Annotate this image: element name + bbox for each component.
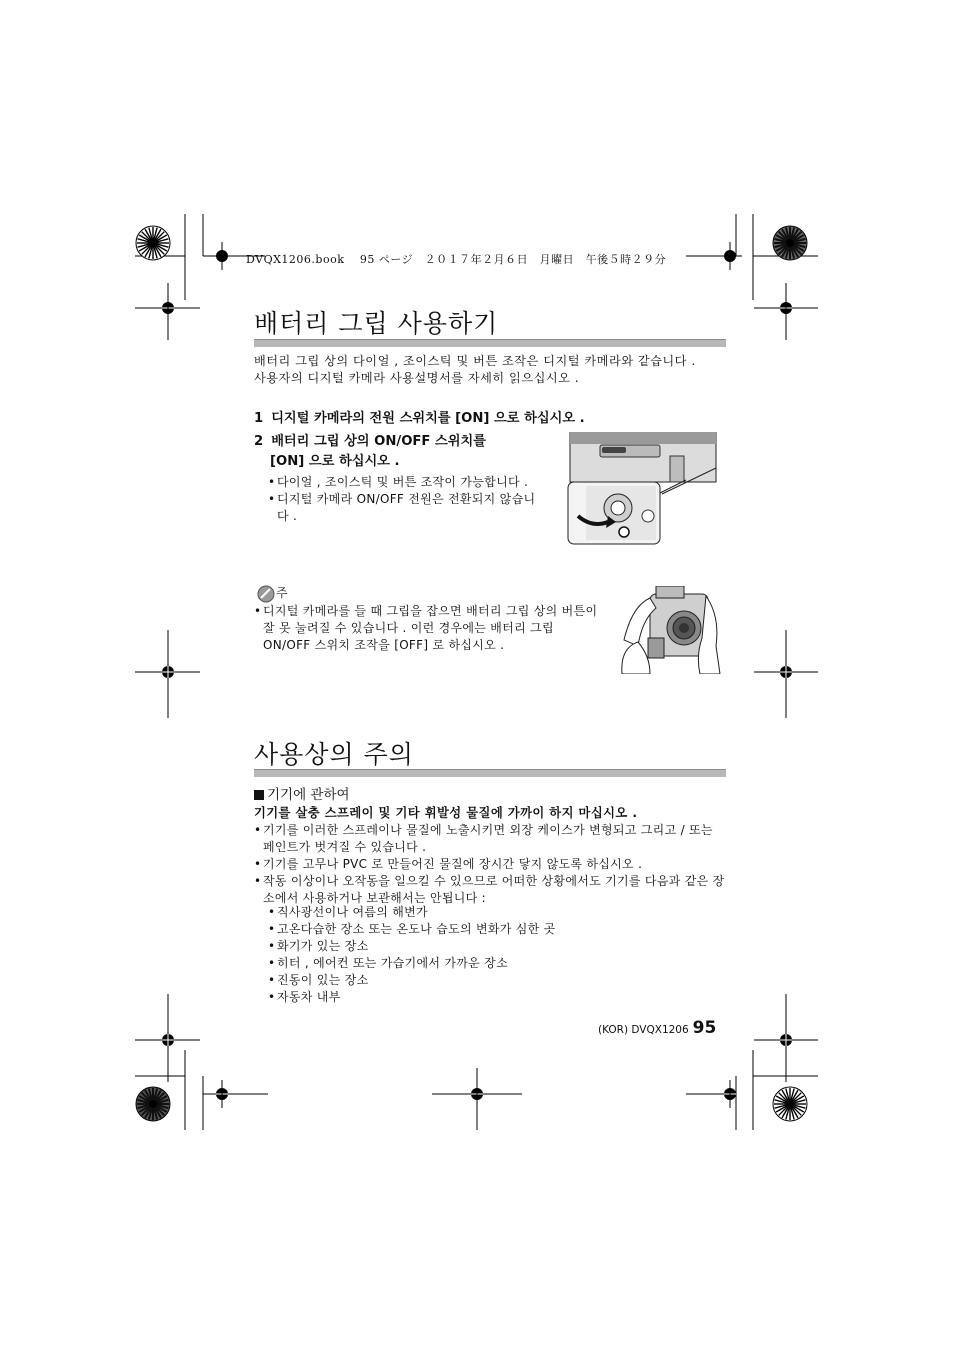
list-item: • 고온다습한 장소 또는 온도나 습도의 변화가 심한 곳 xyxy=(268,921,708,938)
step-2-bullets xyxy=(268,474,544,525)
step-1-number: 1 xyxy=(254,411,264,426)
section-title-battery-grip: 배터리 그립 사용하기 xyxy=(254,309,499,338)
title-rule xyxy=(254,339,726,347)
step-2-line-1: 2 배터리 그립 상의 ON/OFF 스위치를 xyxy=(254,434,486,449)
list-item: • 기기를 고무나 PVC 로 만들어진 물질에 장시간 닿지 않도록 하십시오 . xyxy=(254,856,726,873)
list-item: • 다이얼 , 조이스틱 및 버튼 조작이 가능합니다 . xyxy=(268,474,544,491)
note-heading xyxy=(256,584,288,603)
title-rule xyxy=(254,769,726,777)
subhead-device: 기기에 관하여 xyxy=(254,786,350,804)
model-code: (KOR) DVQX1206 xyxy=(598,1024,689,1036)
note-bullets xyxy=(254,603,604,654)
step-2-number: 2 xyxy=(254,434,264,449)
list-item: • 작동 이상이나 오작동을 일으킬 수 있으므로 어떠한 상황에서도 기기를 다음과 같은 장소에서 사용하거나 보관해서는 안됩니다 : xyxy=(254,873,726,907)
list-item: • 디지털 카메라 ON/OFF 전원은 전환되지 않습니다 . xyxy=(268,491,544,525)
section-title-precautions: 사용상의 주의 xyxy=(254,740,414,769)
square-bullet-icon xyxy=(254,790,264,800)
warning-line: 기기를 살충 스프레이 및 기타 휘발성 물질에 가까이 하지 마십시오 . xyxy=(254,806,638,820)
registration-wheel-top-left xyxy=(135,225,171,261)
list-item: • 화기가 있는 장소 xyxy=(268,938,708,955)
location-sub-bullets xyxy=(268,904,708,1006)
section1-intro xyxy=(254,353,726,387)
registration-wheel-bottom-right xyxy=(772,1086,808,1122)
list-item: • 자동차 내부 xyxy=(268,989,708,1006)
intro-paragraph-2: 사용자의 디지털 카메라 사용설명서를 자세히 읽으십시오 . xyxy=(254,371,580,385)
step-1-text: 디지털 카메라의 전원 스위치를 [ON] 으로 하십시오 . xyxy=(271,411,585,426)
list-item: • 히터 , 에어컨 또는 가습기에서 가까운 장소 xyxy=(268,955,708,972)
intro-paragraph-1: 배터리 그립 상의 다이얼 , 조이스틱 및 버튼 조작은 디지털 카메라와 같습니다 . xyxy=(254,354,696,368)
step-2 xyxy=(254,432,554,525)
registration-wheel-bottom-left xyxy=(135,1086,171,1122)
pencil-note-icon xyxy=(256,585,276,603)
battery-grip-switch-illustration xyxy=(566,432,718,546)
list-item: • 디지털 카메라를 들 때 그립을 잡으면 배터리 그립 상의 버튼이 잘 못 눌려질 수 있습니다 . 이런 경우에는 배터리 그립 ON/OFF 스위치 조작을 [OFF] 로 하십시오 . xyxy=(254,603,604,654)
page-number: 95 xyxy=(692,1018,717,1038)
list-item: • 직사광선이나 여름의 해변가 xyxy=(268,904,708,921)
precaution-bullets xyxy=(254,822,726,907)
step-1 xyxy=(254,409,726,429)
registration-wheel-top-right xyxy=(772,225,808,261)
note-label: 주 xyxy=(276,586,288,600)
step-2-line-2: [ON] 으로 하십시오 . xyxy=(270,454,400,469)
hands-holding-camera-illustration xyxy=(620,586,722,674)
print-header: DVQX1206.book 95 ページ ２０１７年２月６日 月曜日 午後５時２９分 xyxy=(246,253,667,266)
list-item: • 진동이 있는 장소 xyxy=(268,972,708,989)
list-item: • 기기를 이러한 스프레이나 물질에 노출시키면 외장 케이스가 변형되고 그리고 / 또는 페인트가 벗겨질 수 있습니다 . xyxy=(254,822,726,856)
page-footer xyxy=(598,1018,716,1038)
